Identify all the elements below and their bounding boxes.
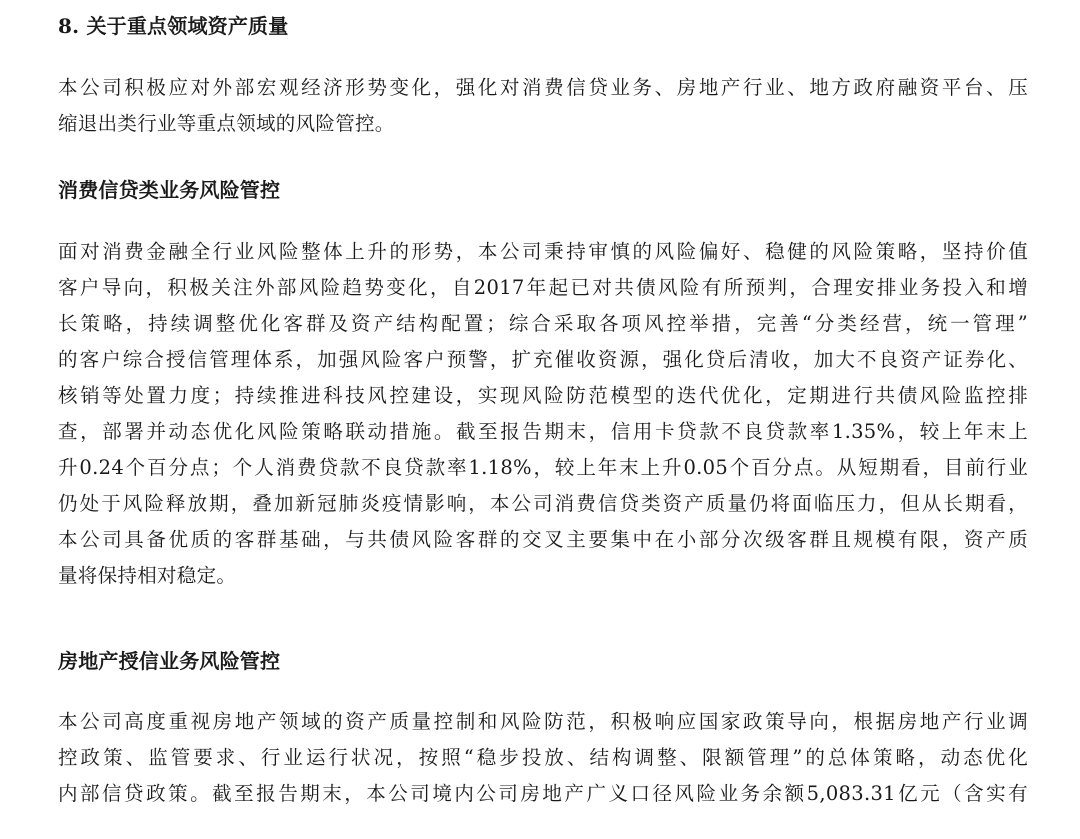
paragraph-line: 缩退出类行业等重点领域的风险管控。 [58,112,395,135]
consumer-credit-heading: 消费信贷类业务风险管控 [58,178,281,202]
real-estate-paragraph [58,704,1028,812]
section-heading: 8. 关于重点领域资产质量 [58,14,289,38]
paragraph-line: 查，部署并动态优化风险策略联动措施。截至报告期末，信用卡贷款不良贷款率1.35%，较上年末上 [58,420,1028,443]
paragraph-line: 的客户综合授信管理体系，加强风险客户预警，扩充催收资源，强化贷后清收，加大不良资产证券化、 [58,348,1028,371]
paragraph-line: 控政策、监管要求、行业运行状况，按照“稳步投放、结构调整、限额管理”的总体策略，动态优化 [58,746,1028,769]
paragraph-line: 量将保持相对稳定。 [58,564,237,587]
paragraph-line: 本公司高度重视房地产领域的资产质量控制和风险防范，积极响应国家政策导向，根据房地产行业调 [58,710,1028,733]
paragraph-line: 核销等处置力度；持续推进科技风控建设，实现风险防范模型的迭代优化，定期进行共债风险监控排 [58,384,1028,407]
paragraph-line: 仍处于风险释放期，叠加新冠肺炎疫情影响，本公司消费信贷类资产质量仍将面临压力，但从长期看， [58,492,1028,515]
paragraph-line: 长策略，持续调整优化客群及资产结构配置；综合采取各项风控举措，完善“分类经营，统一管理” [58,312,1028,335]
paragraph-line: 升0.24个百分点；个人消费贷款不良贷款率1.18%，较上年末上升0.05个百分点。从短期看，目前行业 [58,456,1028,479]
paragraph-line: 客户导向，积极关注外部风险趋势变化，自2017年起已对共债风险有所预判，合理安排业务投入和增 [58,276,1028,299]
consumer-credit-paragraph [58,234,1028,594]
paragraph-line: 本公司具备优质的客群基础，与共债风险客群的交叉主要集中在小部分次级客群且规模有限，资产质 [58,528,1028,551]
paragraph-line: 本公司积极应对外部宏观经济形势变化，强化对消费信贷业务、房地产行业、地方政府融资平台、压 [58,76,1028,99]
real-estate-heading: 房地产授信业务风险管控 [58,649,281,673]
intro-paragraph [58,70,1028,142]
paragraph-line: 面对消费金融全行业风险整体上升的形势，本公司秉持审慎的风险偏好、稳健的风险策略，坚持价值 [58,240,1028,263]
paragraph-line: 内部信贷政策。截至报告期末，本公司境内公司房地产广义口径风险业务余额5,083.31亿元（含实有 [58,782,1028,805]
